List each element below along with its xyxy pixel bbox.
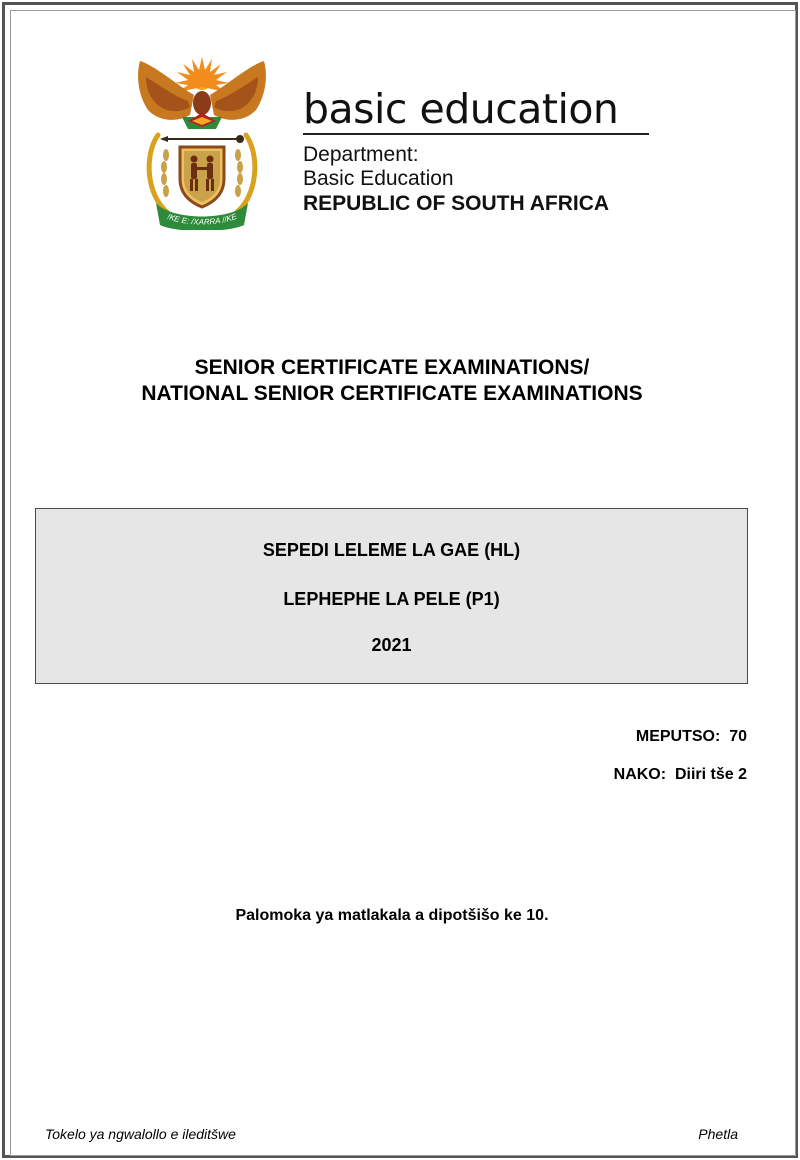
total-marks: MEPUTSO: 70	[635, 728, 747, 745]
country-name: REPUBLIC OF SOUTH AFRICA	[303, 192, 610, 215]
department-logo-text	[303, 85, 663, 217]
exam-title-line-2: NATIONAL SENIOR CERTIFICATE EXAMINATIONS	[141, 382, 643, 405]
exam-duration: NAKO: Diiri tše 2	[613, 766, 747, 783]
coat-of-arms-logo	[132, 55, 272, 230]
motto-text: !KE E: /XARRA //KE	[165, 211, 239, 227]
paper-number: LEPHEPHE LA PELE (P1)	[283, 589, 500, 609]
exam-year: 2021	[371, 635, 412, 655]
turn-over-label: Phetla	[698, 1126, 738, 1142]
bird-head-icon	[193, 91, 211, 115]
copyright-notice: Tokelo ya ngwalollo e ileditšwe	[45, 1126, 236, 1142]
subject-name: SEPEDI LELEME LA GAE (HL)	[262, 540, 521, 560]
brand-underline	[303, 133, 649, 135]
department-label: Department:	[303, 143, 419, 166]
sun-icon	[175, 57, 229, 92]
department-name: Basic Education	[303, 167, 454, 190]
exam-title-line-1: SENIOR CERTIFICATE EXAMINATIONS/	[194, 356, 590, 379]
brand-wordmark: basic education	[303, 85, 619, 133]
subject-box	[35, 508, 748, 684]
page-count-note: Palomoka ya matlakala a dipotšišo ke 10.	[235, 907, 549, 924]
